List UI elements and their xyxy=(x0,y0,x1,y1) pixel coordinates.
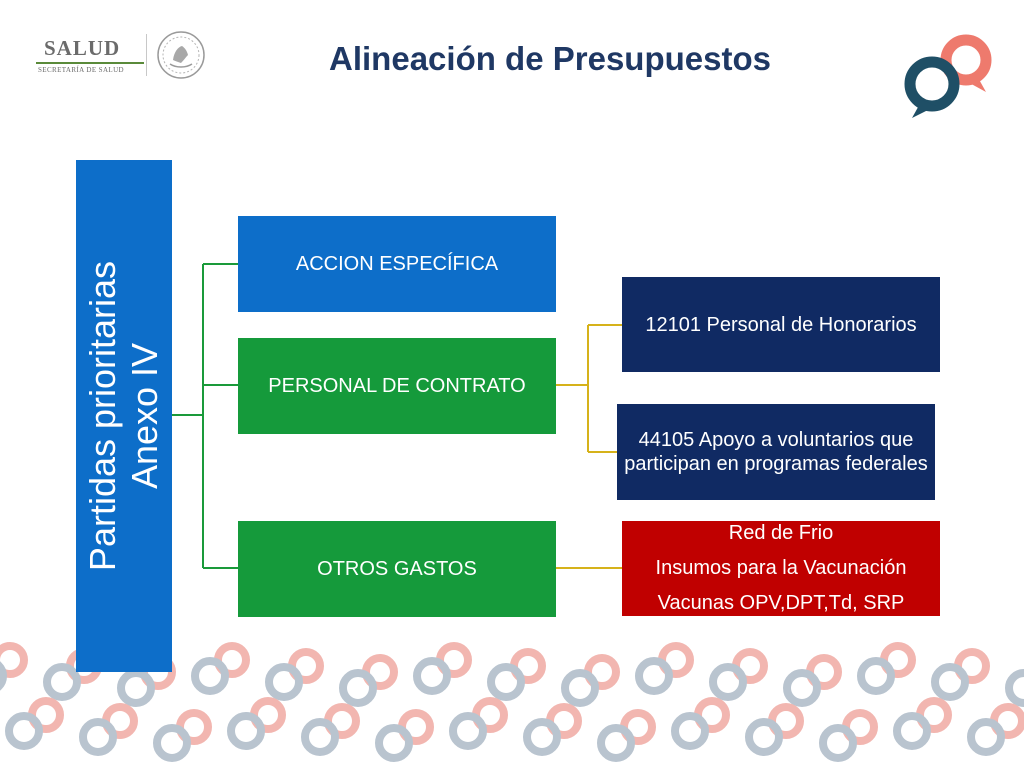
root-label-line2: Anexo IV xyxy=(124,342,165,490)
node-personal-honorarios: 12101 Personal de Honorarios xyxy=(622,277,940,372)
node-accion-especifica: ACCION ESPECÍFICA xyxy=(238,216,556,312)
node-apoyo-voluntarios: 44105 Apoyo a voluntarios que participan en programas federales xyxy=(617,404,935,500)
root-label xyxy=(82,166,166,666)
page-title: Alineación de Presupuestos xyxy=(329,40,771,77)
vacunacion-item: Vacunas OPV,DPT,Td, SRP xyxy=(657,592,905,614)
vacunacion-item: Insumos para la Vacunación xyxy=(655,557,907,579)
logo-word: SALUD xyxy=(44,36,121,60)
node-personal-de-contrato: PERSONAL DE CONTRATO xyxy=(238,338,556,434)
vacunacion-item: Red de Frio xyxy=(728,522,834,544)
root-label-line1: Partidas prioritarias xyxy=(82,260,123,572)
logo-subtitle: SECRETARÍA DE SALUD xyxy=(38,66,124,74)
node-vacunacion xyxy=(622,521,940,616)
root-node xyxy=(76,160,172,672)
node-otros-gastos: OTROS GASTOS xyxy=(238,521,556,617)
